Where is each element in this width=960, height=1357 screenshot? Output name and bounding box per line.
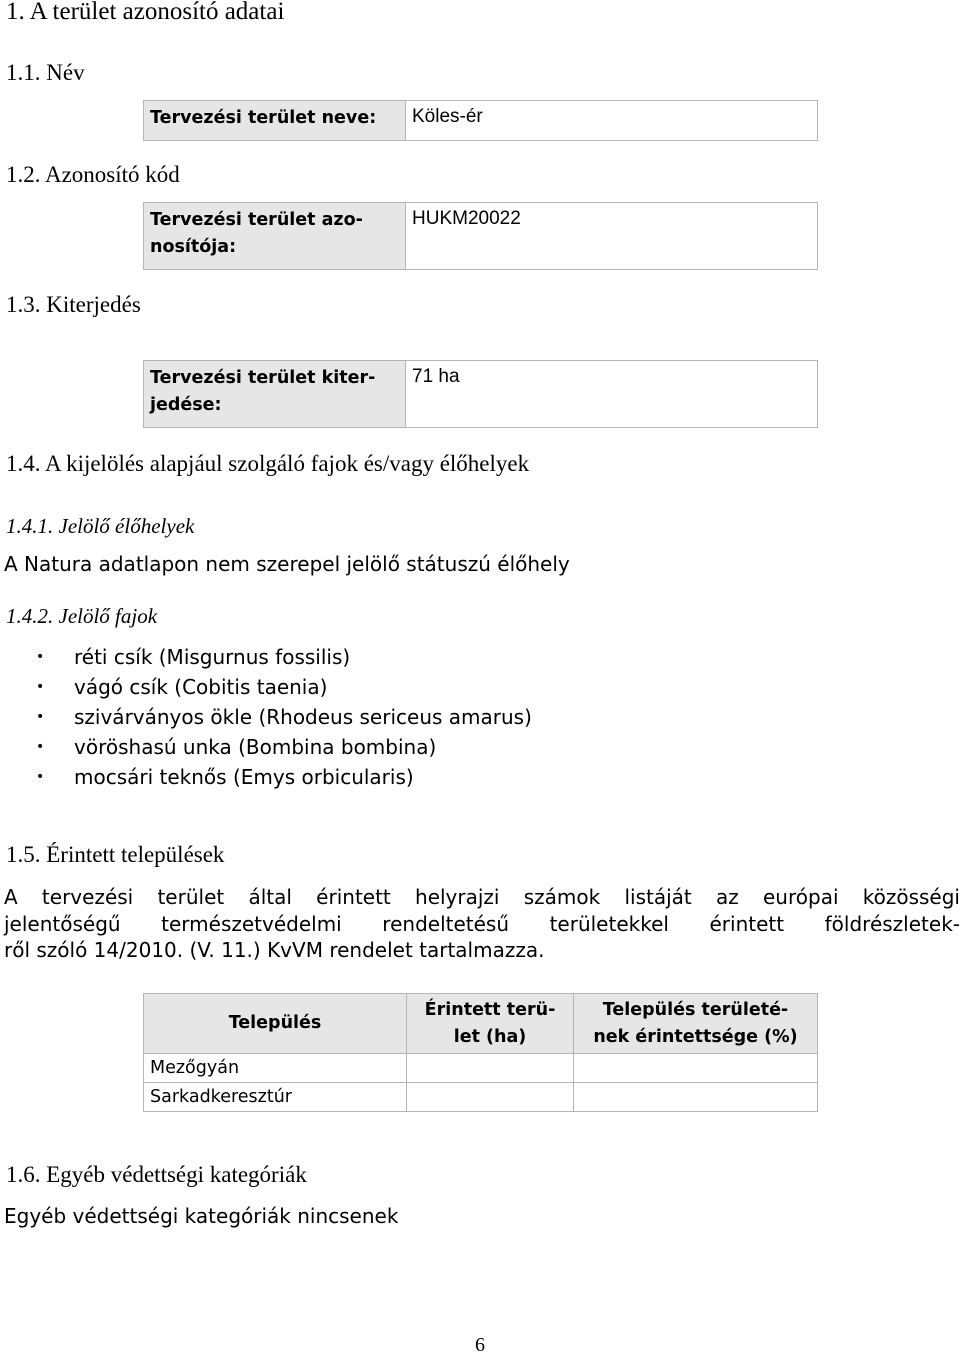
header-affected-percent-line1: Település területé- <box>602 999 789 1020</box>
section-title-1-5: 1.5. Érintett települések <box>6 842 225 867</box>
species-name: mocsári teknős (Emys orbicularis) <box>74 765 414 789</box>
section-title-1-6: 1.6. Egyéb védettségi kategóriák <box>6 1162 307 1187</box>
list-item <box>36 672 532 702</box>
list-item <box>36 702 532 732</box>
area-cell <box>407 1083 574 1112</box>
extent-label-line2: jedése: <box>150 395 222 415</box>
paragraph-line: A tervezési terület által érintett helyrajzi számok listáját az európai közösségi <box>4 885 960 909</box>
species-name: vágó csík (Cobitis taenia) <box>74 675 328 699</box>
extent-label-line1: Tervezési terület kiter- <box>150 368 376 388</box>
name-value: Köles-ér <box>406 101 818 141</box>
page-number: 6 <box>475 1334 485 1356</box>
section-title-1-3: 1.3. Kiterjedés <box>6 292 141 317</box>
list-item <box>36 732 532 762</box>
species-list <box>36 642 532 792</box>
settlement-cell: Sarkadkeresztúr <box>144 1083 407 1112</box>
percent-cell <box>574 1054 818 1083</box>
percent-cell <box>574 1083 818 1112</box>
header-affected-area <box>407 994 574 1054</box>
paragraph-line: jelentőségű természetvédelmi rendeltetésű területekkel érintett földrészletek- <box>4 911 960 936</box>
section-title-1-4: 1.4. A kijelölés alapjául szolgáló fajok és/vagy élőhelyek <box>6 451 530 476</box>
header-affected-percent <box>574 994 818 1054</box>
paragraph-line: ről szóló 14/2010. (V. 11.) KvVM rendelet tartalmazza. <box>4 938 545 962</box>
settlement-cell: Mezőgyán <box>144 1054 407 1083</box>
code-label <box>144 203 406 270</box>
section-title-1-4-2: 1.4.2. Jelölő fajok <box>6 604 158 628</box>
section-title-1-4-1: 1.4.1. Jelölő élőhelyek <box>6 514 195 538</box>
table-row <box>144 1054 818 1083</box>
habitats-text: A Natura adatlapon nem szerepel jelölő státuszú élőhely <box>4 552 570 576</box>
bullet-icon: • <box>36 709 45 725</box>
extent-label <box>144 361 406 428</box>
name-table <box>143 100 818 141</box>
bullet-icon: • <box>36 739 45 755</box>
list-item <box>36 762 532 792</box>
species-name: réti csík (Misgurnus fossilis) <box>74 645 351 669</box>
table-row <box>144 1083 818 1112</box>
section-title-1-1: 1.1. Név <box>6 60 85 85</box>
species-name: szivárványos ökle (Rhodeus sericeus amarus) <box>74 705 532 729</box>
code-label-line2: nosítója: <box>150 237 237 257</box>
list-item <box>36 642 532 672</box>
bullet-icon: • <box>36 649 45 665</box>
area-cell <box>407 1054 574 1083</box>
header-affected-area-line1: Érintett terü- <box>424 999 556 1020</box>
code-label-line1: Tervezési terület azo- <box>150 210 363 230</box>
bullet-icon: • <box>36 769 45 785</box>
settlements-table <box>143 993 818 1112</box>
code-value: HUKM20022 <box>406 203 818 270</box>
name-label: Tervezési terület neve: <box>144 101 406 141</box>
other-protection-text: Egyéb védettségi kategóriák nincsenek <box>4 1204 399 1228</box>
section-title-1: 1. A terület azonosító adatai <box>6 0 285 25</box>
section-title-1-2: 1.2. Azonosító kód <box>6 162 180 187</box>
header-affected-area-line2: let (ha) <box>453 1026 527 1047</box>
extent-value: 71 ha <box>406 361 818 428</box>
header-settlement: Település <box>144 994 407 1054</box>
code-table <box>143 202 818 270</box>
species-name: vöröshasú unka (Bombina bombina) <box>74 735 437 759</box>
bullet-icon: • <box>36 679 45 695</box>
header-affected-percent-line2: nek érintettsége (%) <box>593 1026 798 1047</box>
settlements-paragraph <box>4 884 960 964</box>
extent-table <box>143 360 818 428</box>
